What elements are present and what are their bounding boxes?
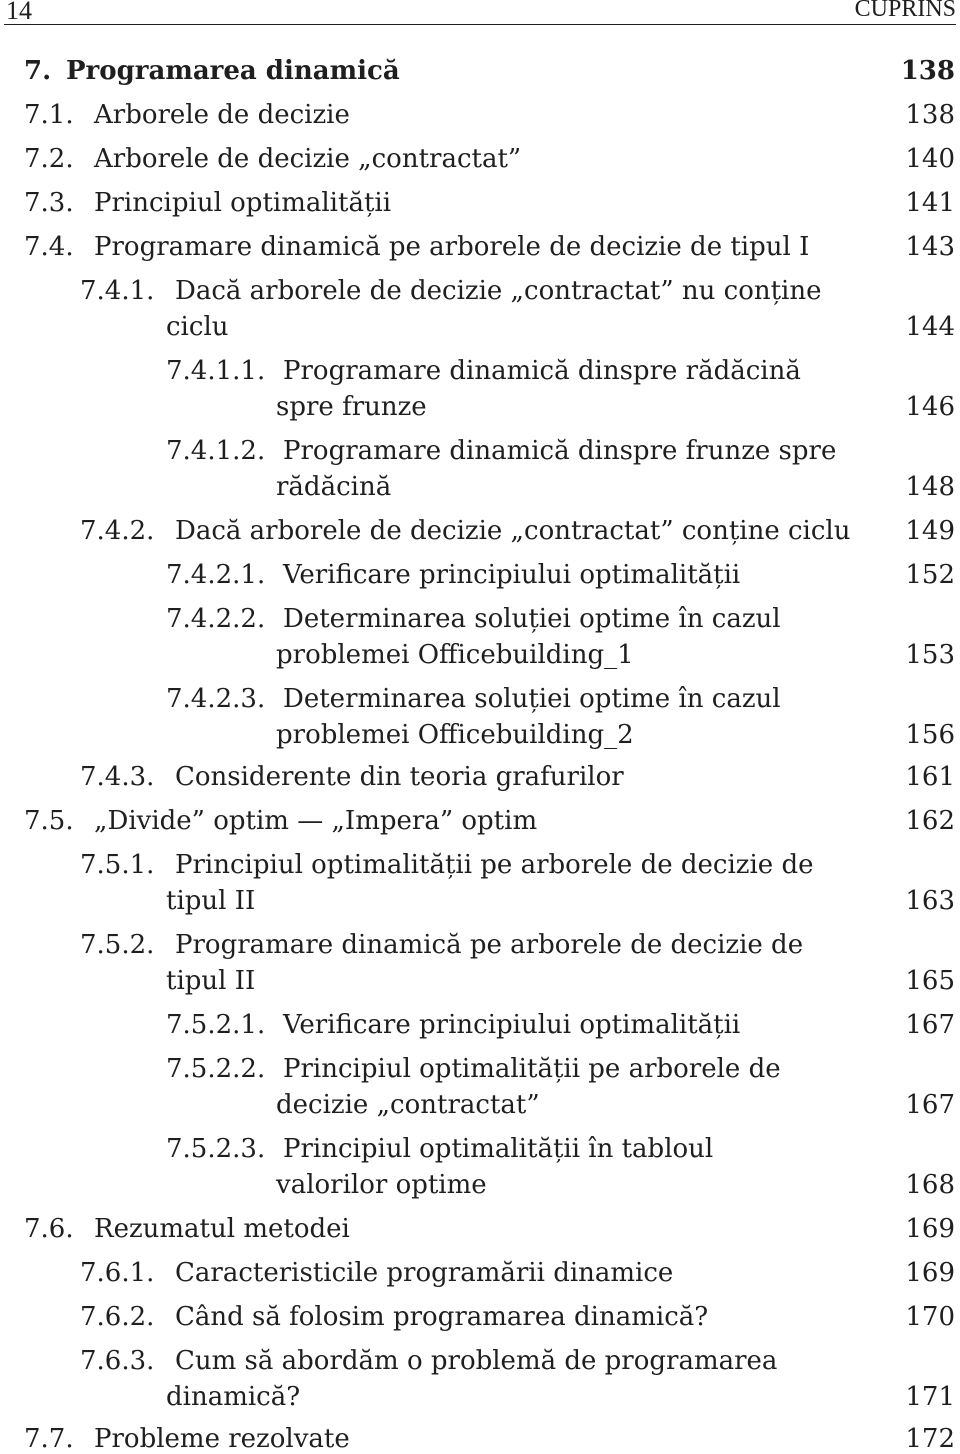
- toc-entry-title: „Divide” optim — „Impera” optim: [94, 806, 538, 836]
- toc-entry-number: 7.4.2.2.: [166, 604, 266, 634]
- toc-entry-title: Arborele de decizie: [94, 100, 350, 130]
- toc-entry-title-continuation: ciclu: [166, 312, 229, 342]
- toc-entry-number: 7.3.: [24, 188, 74, 218]
- toc-entry-title: Principiul optimalității pe arborele de decizie de: [175, 850, 814, 880]
- toc-entry-page-number: 165: [905, 966, 955, 996]
- toc-entry-title: Probleme rezolvate: [94, 1424, 350, 1454]
- toc-entry-title-continuation: spre frunze: [276, 392, 427, 422]
- toc-entry-number: 7.5.: [24, 806, 74, 836]
- toc-entry-number: 7.5.2.2.: [166, 1054, 266, 1084]
- toc-entry-page-number: 162: [905, 806, 955, 836]
- toc-entry-page-number: 140: [905, 144, 955, 174]
- toc-entry-title: Programare dinamică dinspre frunze spre: [283, 436, 837, 466]
- toc-entry-page-number: 143: [905, 232, 955, 262]
- toc-entry-number: 7.4.3.: [80, 762, 155, 792]
- toc-entry-number: 7.6.1.: [80, 1258, 155, 1288]
- toc-entry-title-continuation: decizie „contractat”: [276, 1090, 540, 1120]
- toc-entry-title: Când să folosim programarea dinamică?: [175, 1302, 709, 1332]
- toc-entry-title-continuation: problemei Officebuilding_2: [276, 720, 634, 750]
- toc-entry-title: Cum să abordăm o problemă de programarea: [175, 1346, 778, 1376]
- toc-entry-title: Dacă arborele de decizie „contractat” conține ciclu: [175, 516, 851, 546]
- toc-entry-page-number: 172: [905, 1424, 955, 1454]
- toc-entry-title: Principiul optimalității pe arborele de: [283, 1054, 781, 1084]
- toc-entry-page-number: 138: [900, 56, 955, 86]
- toc-entry-page-number: 170: [905, 1302, 955, 1332]
- toc-entry-page-number: 152: [905, 560, 955, 590]
- toc-entry-page-number: 156: [905, 720, 955, 750]
- page-number: 14: [6, 0, 32, 25]
- toc-entry-title: Determinarea soluției optime în cazul: [283, 604, 781, 634]
- toc-entry-number: 7.5.2.1.: [166, 1010, 266, 1040]
- toc-entry-number: 7.4.2.: [80, 516, 155, 546]
- toc-entry-number: 7.4.1.2.: [166, 436, 266, 466]
- toc-entry-number: 7.2.: [24, 144, 74, 174]
- toc-entry-title: Programarea dinamică: [66, 56, 400, 86]
- toc-entry-number: 7.5.2.: [80, 930, 155, 960]
- toc-entry-title: Arborele de decizie „contractat”: [94, 144, 522, 174]
- toc-entry-title: Verificare principiului optimalității: [283, 560, 741, 590]
- toc-entry-number: 7.4.1.1.: [166, 356, 266, 386]
- toc-entry-number: 7.4.1.: [80, 276, 155, 306]
- toc-entry-title-continuation: problemei Officebuilding_1: [276, 640, 634, 670]
- toc-entry-page-number: 169: [905, 1214, 955, 1244]
- toc-entry-page-number: 161: [905, 762, 955, 792]
- toc-entry-page-number: 153: [905, 640, 955, 670]
- toc-entry-page-number: 144: [905, 312, 955, 342]
- toc-entry-number: 7.5.1.: [80, 850, 155, 880]
- toc-entry-page-number: 163: [905, 886, 955, 916]
- toc-entry-number: 7.1.: [24, 100, 74, 130]
- toc-entry-page-number: 146: [905, 392, 955, 422]
- toc-entry-number: 7.6.: [24, 1214, 74, 1244]
- toc-entry-page-number: 171: [905, 1382, 955, 1412]
- toc-entry-title: Determinarea soluției optime în cazul: [283, 684, 781, 714]
- toc-entry-page-number: 138: [905, 100, 955, 130]
- page-header: [0, 0, 960, 30]
- toc-entry-number: 7.4.2.3.: [166, 684, 266, 714]
- toc-entry-page-number: 167: [905, 1010, 955, 1040]
- toc-entry-number: 7.4.2.1.: [166, 560, 266, 590]
- toc-entry-title-continuation: rădăcină: [276, 472, 392, 502]
- running-head-title: CUPRINS: [854, 0, 956, 22]
- toc-entry-number: 7.5.2.3.: [166, 1134, 266, 1164]
- toc-entry-page-number: 148: [905, 472, 955, 502]
- toc-entry-page-number: 149: [905, 516, 955, 546]
- toc-entry-title: Principiul optimalității în tabloul: [283, 1134, 714, 1164]
- toc-entry-number: 7.7.: [24, 1424, 74, 1454]
- toc-entry-title: Verificare principiului optimalității: [283, 1010, 741, 1040]
- toc-entry-title: Considerente din teoria grafurilor: [175, 762, 624, 792]
- toc-entry-title: Programare dinamică dinspre rădăcină: [283, 356, 801, 386]
- toc-entry-number: 7.6.2.: [80, 1302, 155, 1332]
- header-rule: [4, 24, 956, 25]
- toc-entry-page-number: 167: [905, 1090, 955, 1120]
- toc-entry-title: Programare dinamică pe arborele de decizie de: [175, 930, 804, 960]
- toc-entry-title: Caracteristicile programării dinamice: [175, 1258, 674, 1288]
- toc-entry-title: Programare dinamică pe arborele de decizie de tipul I: [94, 232, 810, 262]
- toc-entry-title: Principiul optimalității: [94, 188, 392, 218]
- toc-entry-title-continuation: valorilor optime: [276, 1170, 487, 1200]
- toc-entry-title: Rezumatul metodei: [94, 1214, 350, 1244]
- toc-entry-page-number: 141: [905, 188, 955, 218]
- toc-entry-title-continuation: tipul II: [166, 886, 256, 916]
- toc-entry-page-number: 168: [905, 1170, 955, 1200]
- toc-entry-number: 7.4.: [24, 232, 74, 262]
- toc-entry-number: 7.6.3.: [80, 1346, 155, 1376]
- toc-entry-title-continuation: dinamică?: [166, 1382, 301, 1412]
- toc-entry-title: Dacă arborele de decizie „contractat” nu conține: [175, 276, 822, 306]
- toc-entry-title-continuation: tipul II: [166, 966, 256, 996]
- toc-entry-page-number: 169: [905, 1258, 955, 1288]
- toc-entry-number: 7.: [24, 56, 52, 86]
